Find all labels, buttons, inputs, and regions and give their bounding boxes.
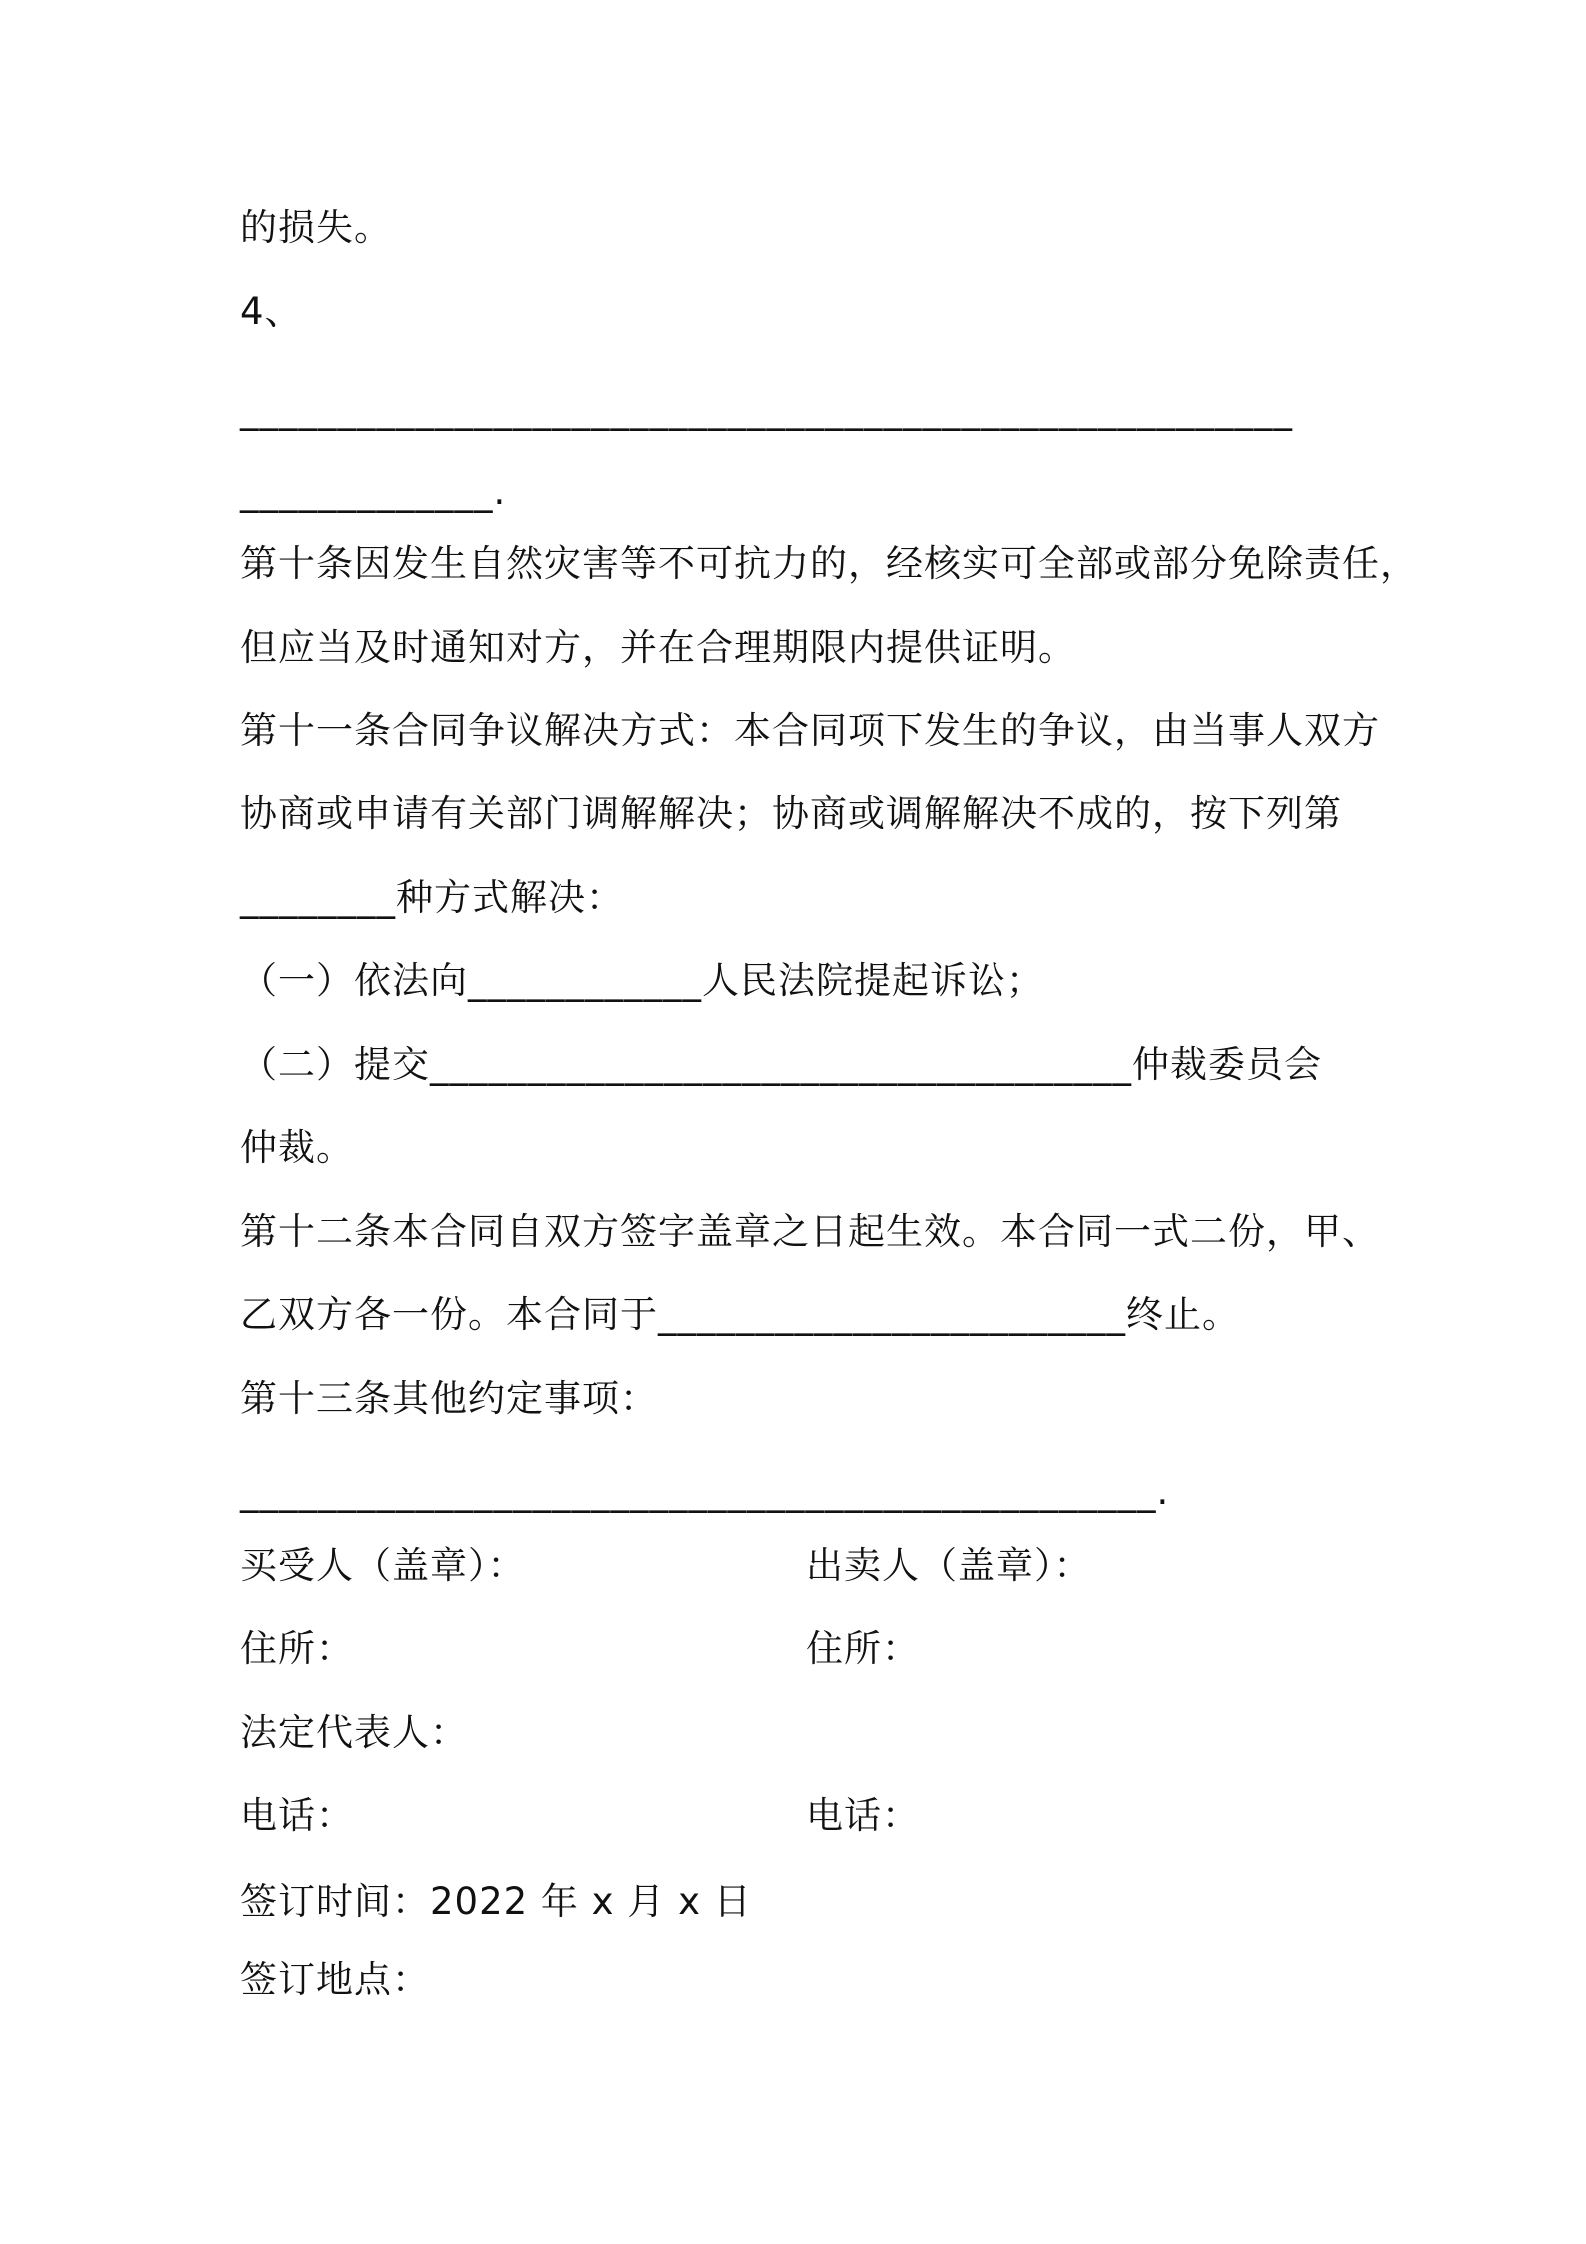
clause-13-blank: _______________________________________________. bbox=[240, 1470, 1170, 1513]
seller-phone-label: 电话： bbox=[806, 1794, 920, 1837]
sign-place: 签订地点： bbox=[240, 1958, 430, 2001]
clause-11-line-2: 协商或申请有关部门调解解决；协商或调解解决不成的，按下列第 bbox=[240, 792, 1342, 835]
clause-11-line-3: ________种方式解决： bbox=[240, 876, 624, 919]
text-line-2: 4、 bbox=[240, 290, 303, 333]
legal-rep-label: 法定代表人： bbox=[240, 1711, 468, 1754]
buyer-phone-label: 电话： bbox=[240, 1794, 354, 1837]
buyer-seal-label: 买受人（盖章）： bbox=[240, 1544, 526, 1587]
clause-10-line-2: 但应当及时通知对方，并在合理期限内提供证明。 bbox=[240, 626, 1076, 669]
clause-11-option-2: （二）提交____________________________________仲裁委员会 bbox=[240, 1043, 1322, 1086]
clause-11-line-1: 第十一条合同争议解决方式：本合同项下发生的争议，由当事人双方 bbox=[240, 709, 1380, 752]
seller-seal-label: 出卖人（盖章）： bbox=[806, 1544, 1092, 1587]
clause-11-option-1: （一）依法向____________人民法院提起诉讼； bbox=[240, 959, 1044, 1002]
clause-10-line-1: 第十条因发生自然灾害等不可抗力的，经核实可全部或部分免除责任， bbox=[240, 542, 1418, 585]
clause-12-line-1: 第十二条本合同自双方签字盖章之日起生效。本合同一式二份，甲、 bbox=[240, 1210, 1380, 1253]
seller-address-label: 住所： bbox=[806, 1627, 920, 1670]
text-line-1: 的损失。 bbox=[240, 206, 392, 249]
clause-13-line-1: 第十三条其他约定事项： bbox=[240, 1377, 658, 1420]
blank-line-1: ______________________________________________________ bbox=[240, 388, 1293, 431]
clause-12-line-2: 乙双方各一份。本合同于________________________终止。 bbox=[240, 1293, 1240, 1336]
sign-date: 签订时间：2022 年 x 月 x 日 bbox=[240, 1880, 752, 1923]
blank-line-2: _____________. bbox=[240, 470, 507, 513]
buyer-address-label: 住所： bbox=[240, 1627, 354, 1670]
clause-11-option-2-cont: 仲裁。 bbox=[240, 1126, 354, 1169]
